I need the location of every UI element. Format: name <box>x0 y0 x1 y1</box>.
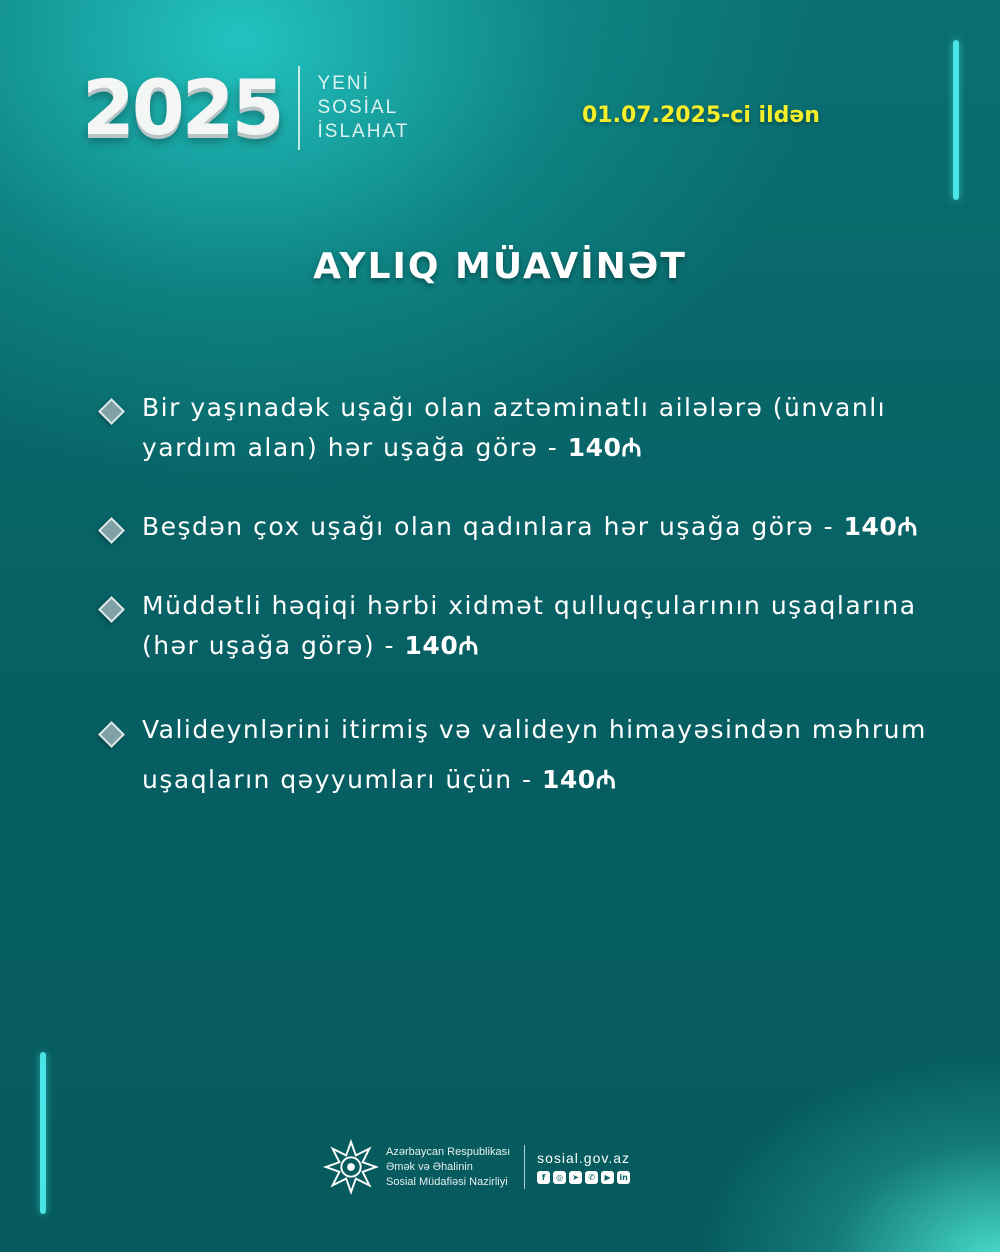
instagram-icon[interactable]: ◎ <box>553 1171 566 1184</box>
benefit-text <box>142 507 936 547</box>
benefit-text <box>142 388 936 468</box>
benefit-item <box>96 388 936 468</box>
benefit-description: Müddətli həqiqi hərbi xidmət qulluqçularının uşaqlarına (hər uşağa görə) - <box>142 591 917 660</box>
tagline-line: SOSİAL <box>317 97 399 118</box>
ministry-emblem-icon <box>322 1138 380 1196</box>
contact-block <box>537 1150 630 1184</box>
tagline-line: İSLAHAT <box>317 121 410 142</box>
linkedin-icon[interactable]: in <box>617 1171 630 1184</box>
effective-date: 01.07.2025-ci ildən <box>582 103 820 128</box>
benefit-amount: 140₼ <box>567 433 643 462</box>
benefit-item <box>96 586 936 666</box>
page-title: AYLIQ MÜAVİNƏT <box>313 246 687 287</box>
benefit-item <box>96 705 936 805</box>
ministry-line: Azərbaycan Respublikası <box>386 1145 511 1158</box>
whatsapp-icon[interactable]: ✆ <box>585 1171 598 1184</box>
website-link[interactable]: sosial.gov.az <box>537 1150 631 1166</box>
accent-bar-bottom-left <box>40 1052 46 1214</box>
diamond-bullet-icon <box>98 398 125 425</box>
facebook-icon[interactable]: f <box>537 1171 550 1184</box>
diamond-bullet-icon <box>98 517 125 544</box>
ministry-name <box>386 1145 510 1190</box>
benefit-text <box>142 586 936 666</box>
benefit-description: Bir yaşınadək uşağı olan aztəminatlı ailələrə (ünvanlı yardım alan) hər uşağa görə - <box>142 393 887 462</box>
benefit-description: Beşdən çox uşağı olan qadınlara hər uşağa görə - <box>142 512 844 541</box>
benefit-item <box>96 507 936 547</box>
brand-divider <box>298 66 300 150</box>
benefit-amount: 140₼ <box>542 765 617 794</box>
benefit-amount: 140₼ <box>843 512 919 541</box>
social-links <box>537 1171 630 1184</box>
diamond-bullet-icon <box>98 721 125 748</box>
footer <box>322 1138 630 1196</box>
accent-bar-top-right <box>953 40 959 200</box>
benefit-amount: 140₼ <box>404 631 479 660</box>
footer-divider <box>524 1145 525 1189</box>
campaign-year: 2025 <box>82 63 282 152</box>
campaign-brand <box>82 63 410 152</box>
ministry-line: Sosial Müdafiəsi Nazirliyi <box>386 1175 508 1188</box>
benefit-text <box>142 705 936 805</box>
youtube-icon[interactable]: ▶ <box>601 1171 614 1184</box>
diamond-bullet-icon <box>98 596 125 623</box>
campaign-tagline <box>318 72 410 144</box>
benefit-list <box>96 388 936 844</box>
benefit-description: Valideynlərini itirmiş və valideyn himayəsindən məhrum uşaqların qəyyumları üçün - <box>142 715 927 794</box>
telegram-icon[interactable]: ➤ <box>569 1171 582 1184</box>
tagline-line: YENİ <box>317 73 370 94</box>
ministry-line: Əmək və Əhalinin <box>386 1160 473 1173</box>
